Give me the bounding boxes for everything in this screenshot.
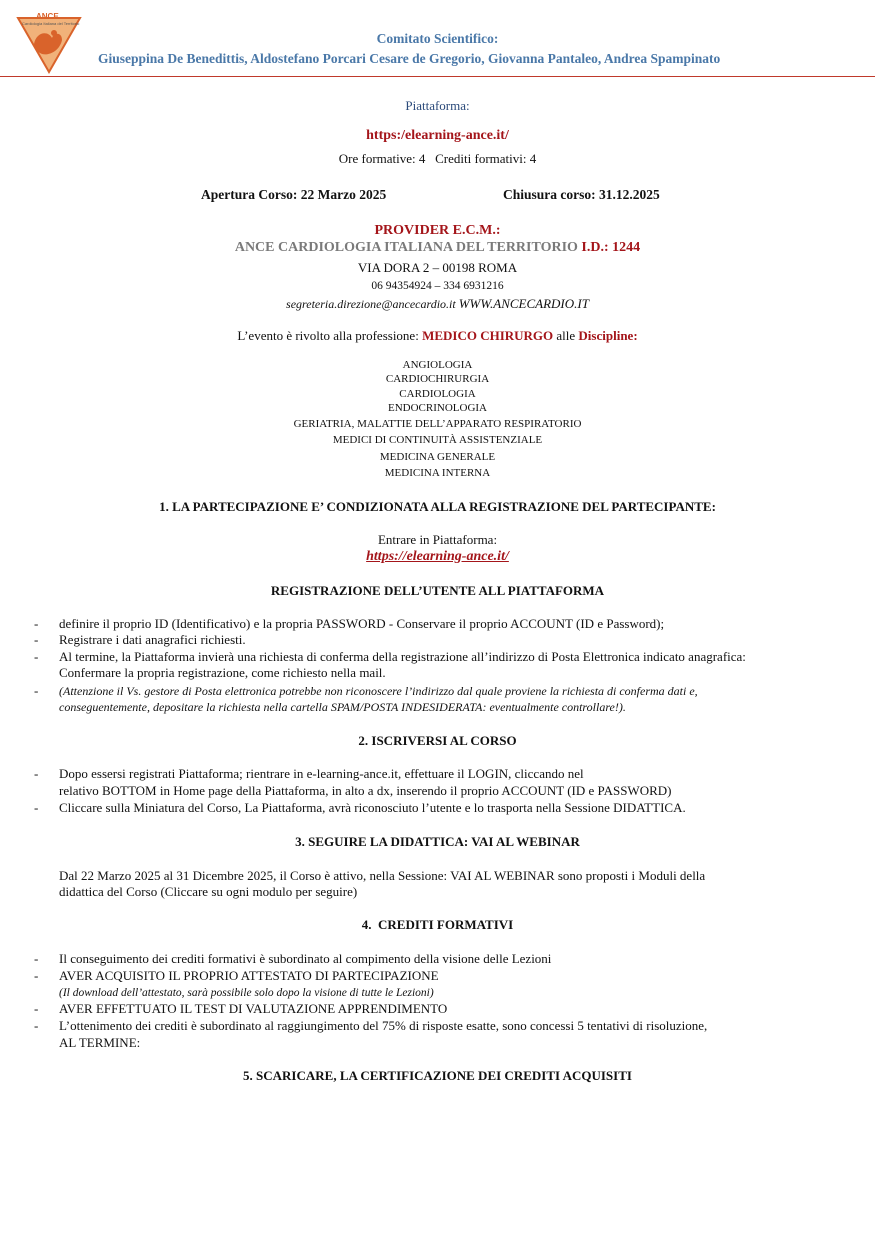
platform-link[interactable]: https://elearning-ance.it/ xyxy=(366,549,509,564)
discipline-item: MEDICINA INTERNA xyxy=(384,467,491,479)
bullet: - xyxy=(34,1001,39,1016)
section-3-text: didattica del Corso (Cliccare su ogni modulo per seguire) xyxy=(59,884,358,899)
list-item: relativo BOTTOM in Home page della Piattaforma, in alto a dx, inserendo il proprio ACCOUNT (ID e PASSWORD) xyxy=(59,783,672,798)
list-item: Il conseguimento dei crediti formativi è subordinato al compimento della visione delle Lezioni xyxy=(59,951,552,966)
committee-members: Giuseppina De Benedittis, Aldostefano Porcari Cesare de Gregorio, Giovanna Pantaleo, Andrea Spampinato xyxy=(98,51,721,66)
committee-title: Comitato Scientifico: xyxy=(376,31,499,46)
audience-line xyxy=(0,328,875,344)
list-item: Confermare la propria registrazione, come richiesto nella mail. xyxy=(59,665,386,680)
provider-contacts xyxy=(0,296,875,312)
provider-title: PROVIDER E.C.M.: xyxy=(374,223,501,238)
list-item-note: (Attenzione il Vs. gestore di Posta elettronica potrebbe non riconoscere l’indirizzo dal quale proviene la richiesta di conferma dati e, xyxy=(59,684,698,698)
section-3-text: Dal 22 Marzo 2025 al 31 Dicembre 2025, il Corso è attivo, nella Sessione: VAI AL WEBINAR sono proposti i Moduli della xyxy=(59,868,706,883)
platform-url[interactable]: https:/elearning-ance.it/ xyxy=(366,128,509,143)
provider-name-line xyxy=(0,240,875,256)
provider-name: ANCE CARDIOLOGIA ITALIANA DEL TERRITORIO xyxy=(234,240,578,255)
bullet: - xyxy=(34,649,39,664)
discipline-item: MEDICI DI CONTINUITÀ ASSISTENZIALE xyxy=(332,434,543,446)
discipline-item: ANGIOLOGIA xyxy=(402,359,473,371)
provider-id: I.D.: 1244 xyxy=(581,240,641,255)
audience-prefix: L’evento è rivolto alla professione: xyxy=(237,328,423,343)
discipline-item: GERIATRIA, MALATTIE DELL’APPARATO RESPIRATORIO xyxy=(293,418,582,430)
list-item: L’ottenimento dei crediti è subordinato al raggiungimento del 75% di risposte esatte, sono concessi 5 tentativi di risoluzione, xyxy=(59,1018,708,1033)
bullet: - xyxy=(34,951,39,966)
section-1-enter: Entrare in Piattaforma: xyxy=(377,532,498,547)
discipline-item: CARDIOLOGIA xyxy=(399,388,476,400)
section-3-title: 3. SEGUIRE LA DIDATTICA: VAI AL WEBINAR xyxy=(295,834,580,849)
bullet: - xyxy=(34,683,39,698)
bullet: - xyxy=(34,632,39,647)
section-2-title: 2. ISCRIVERSI AL CORSO xyxy=(358,733,517,748)
logo-text: ANCE xyxy=(36,12,59,21)
section-1-title: 1. LA PARTECIPAZIONE E’ CONDIZIONATA ALLA REGISTRAZIONE DEL PARTECIPANTE: xyxy=(159,499,716,514)
discipline-item: MEDICINA GENERALE xyxy=(379,451,496,463)
bullet: - xyxy=(34,616,39,631)
list-item: definire il proprio ID (Identificativo) e la propria PASSWORD - Conservare il proprio ACCOUNT (ID e Password); xyxy=(59,616,665,631)
header-divider xyxy=(0,76,875,77)
section-5-title: 5. SCARICARE, LA CERTIFICAZIONE DEI CREDITI ACQUISITI xyxy=(243,1068,632,1083)
audience-profession: MEDICO CHIRURGO xyxy=(422,328,554,343)
platform-hours: Ore formative: 4 Crediti formativi: 4 xyxy=(338,151,537,166)
section-1-link[interactable] xyxy=(0,549,875,565)
audience-middle: alle xyxy=(553,328,579,343)
list-item: AL TERMINE: xyxy=(59,1035,141,1050)
discipline-item: CARDIOCHIRURGIA xyxy=(385,373,490,385)
audience-disciplines-label: Discipline: xyxy=(578,328,638,343)
platform-label: Piattaforma: xyxy=(405,98,470,113)
provider-phone: 06 94354924 – 334 6931216 xyxy=(371,280,504,292)
bullet: - xyxy=(34,800,39,815)
opening-date: Apertura Corso: 22 Marzo 2025 xyxy=(201,187,387,202)
list-item: Registrare i dati anagrafici richiesti. xyxy=(59,632,246,647)
list-item: AVER ACQUISITO IL PROPRIO ATTESTATO DI PARTECIPAZIONE xyxy=(59,968,439,983)
discipline-item: ENDOCRINOLOGIA xyxy=(388,402,487,414)
list-item: AVER EFFETTUATO IL TEST DI VALUTAZIONE APPRENDIMENTO xyxy=(59,1001,448,1016)
closing-date: Chiusura corso: 31.12.2025 xyxy=(503,187,660,202)
list-item: Dopo essersi registrati Piattaforma; rientrare in e-learning-ance.it, effettuare il LOGIN, cliccando nel xyxy=(59,766,584,781)
bullet: - xyxy=(34,968,39,983)
list-item: Cliccare sulla Miniatura del Corso, La Piattaforma, avrà riconosciuto l’utente e lo trasporta nella Sessione DIDATTICA. xyxy=(59,800,686,815)
section-4-title: 4. CREDITI FORMATIVI xyxy=(361,917,514,932)
list-item: Al termine, la Piattaforma invierà una richiesta di conferma della registrazione all’indirizzo di Posta Elettronica indicato anagrafica: xyxy=(59,649,746,664)
bullet: - xyxy=(34,766,39,781)
logo-subtext: Cardiologia Italiana del Territorio xyxy=(22,21,80,26)
list-item-note: conseguentemente, depositare la richiesta nella cartella SPAM/POSTA INDESIDERATA: eventualmente controllare!). xyxy=(59,700,626,714)
list-item-note: (Il download dell’attestato, sarà possibile solo dopo la visione di tutte le Lezioni) xyxy=(59,987,434,999)
bullet: - xyxy=(34,1018,39,1033)
provider-email[interactable]: segreteria.direzione@ancecardio.it xyxy=(286,297,456,311)
section-1-subtitle: REGISTRAZIONE DELL’UTENTE ALL PIATTAFORMA xyxy=(270,583,605,598)
provider-address: VIA DORA 2 – 00198 ROMA xyxy=(357,260,518,275)
provider-website[interactable]: WWW.ANCECARDIO.IT xyxy=(458,296,589,311)
